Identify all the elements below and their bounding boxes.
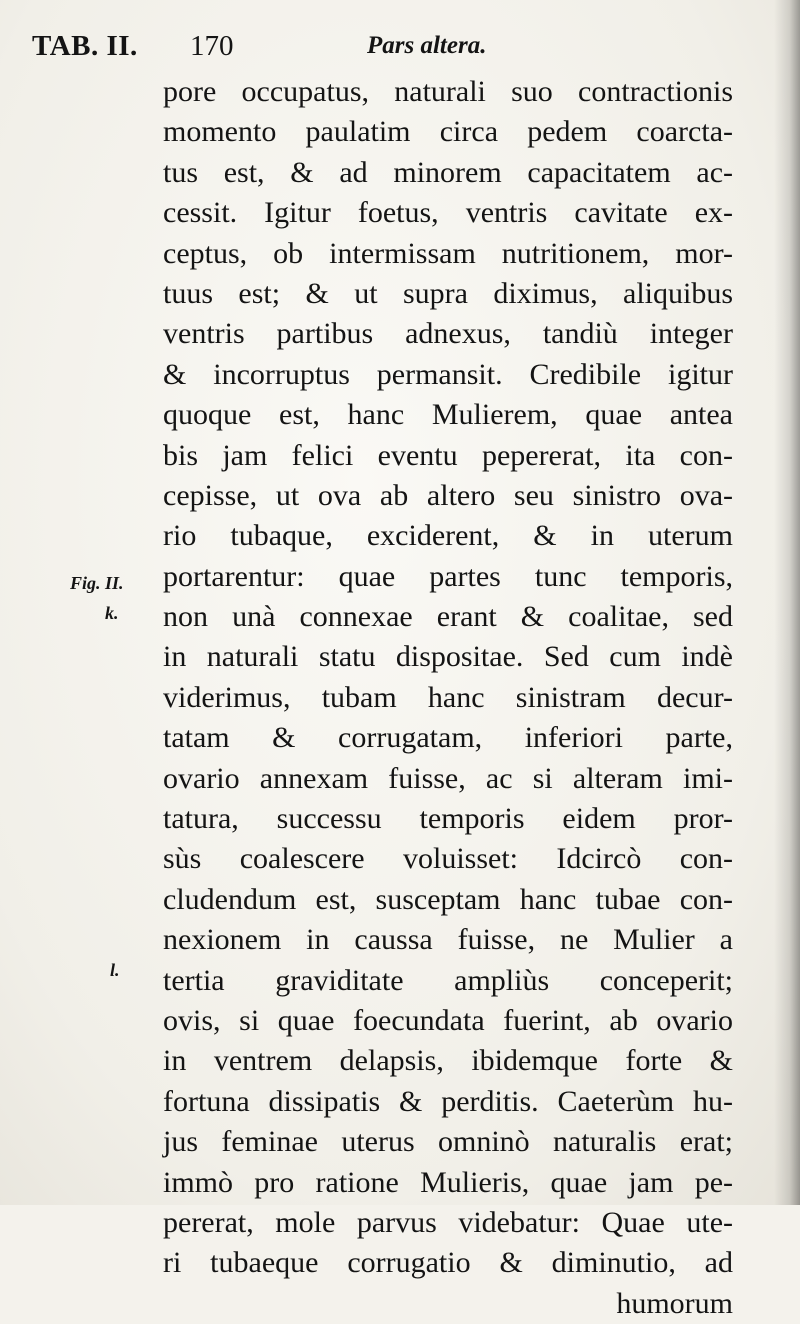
text-line: ovis, si quae foecundata fuerint, ab ovario: [163, 1003, 733, 1037]
text-line: quoque est, hanc Mulierem, quae antea: [163, 398, 733, 432]
text-line: immò pro ratione Mulieris, quae jam pe-: [163, 1165, 733, 1199]
text-line: & incorruptus permansit. Credibile igitur: [163, 357, 733, 391]
text-line: viderimus, tubam hanc sinistram decur-: [163, 680, 733, 714]
page-number: 170: [190, 30, 234, 62]
text-line: nexionem in caussa fuisse, ne Mulier a: [163, 923, 733, 957]
catchword: humorum: [616, 1286, 733, 1320]
running-title: Pars altera.: [367, 32, 487, 59]
text-line: tatura, successu temporis eidem pror-: [163, 802, 733, 836]
text-line: ri tubaeque corrugatio & diminutio, ad: [163, 1246, 733, 1280]
text-line: in naturali statu dispositae. Sed cum indè: [163, 640, 733, 674]
text-line: portarentur: quae partes tunc temporis,: [163, 559, 733, 593]
text-line: ventris partibus adnexus, tandiù integer: [163, 317, 733, 351]
body-text: [163, 72, 733, 1324]
text-line: jus feminae uterus omninò naturalis erat;: [163, 1125, 733, 1159]
text-line: non unà connexae erant & coalitae, sed: [163, 600, 733, 634]
text-line: bis jam felici eventu pepererat, ita con-: [163, 438, 733, 472]
text-line: cessit. Igitur foetus, ventris cavitate ex-: [163, 196, 733, 230]
margin-letter-k: k.: [105, 603, 119, 623]
text-line: tuus est; & ut supra diximus, aliquibus: [163, 276, 733, 310]
text-line: ovario annexam fuisse, ac si alteram imi-: [163, 761, 733, 795]
text-line: tertia graviditate ampliùs conceperit;: [163, 963, 733, 997]
plate-reference: TAB. II.: [32, 30, 138, 62]
text-line: sùs coalescere voluisset: Idcircò con-: [163, 842, 733, 876]
page-edge-shadow: [774, 0, 800, 1205]
text-line: cludendum est, susceptam hanc tubae con-: [163, 882, 733, 916]
text-line: ceptus, ob intermissam nutritionem, mor-: [163, 236, 733, 270]
text-line: tus est, & ad minorem capacitatem ac-: [163, 155, 733, 189]
text-line: pererat, mole parvus videbatur: Quae ute-: [163, 1205, 733, 1239]
text-line: fortuna dissipatis & perditis. Caeterùm hu-: [163, 1084, 733, 1118]
margin-letter-l: l.: [110, 960, 120, 980]
page-header: [0, 30, 800, 70]
text-line: rio tubaque, exciderent, & in uterum: [163, 519, 733, 553]
text-line: cepisse, ut ova ab altero seu sinistro ova-: [163, 478, 733, 512]
text-line: in ventrem delapsis, ibidemque forte &: [163, 1044, 733, 1078]
text-line: pore occupatus, naturali suo contractionis: [163, 75, 733, 108]
text-line: momento paulatim circa pedem coarcta-: [163, 115, 733, 149]
text-line: tatam & corrugatam, inferiori parte,: [163, 721, 733, 755]
margin-figure-reference: Fig. II.: [70, 573, 124, 593]
